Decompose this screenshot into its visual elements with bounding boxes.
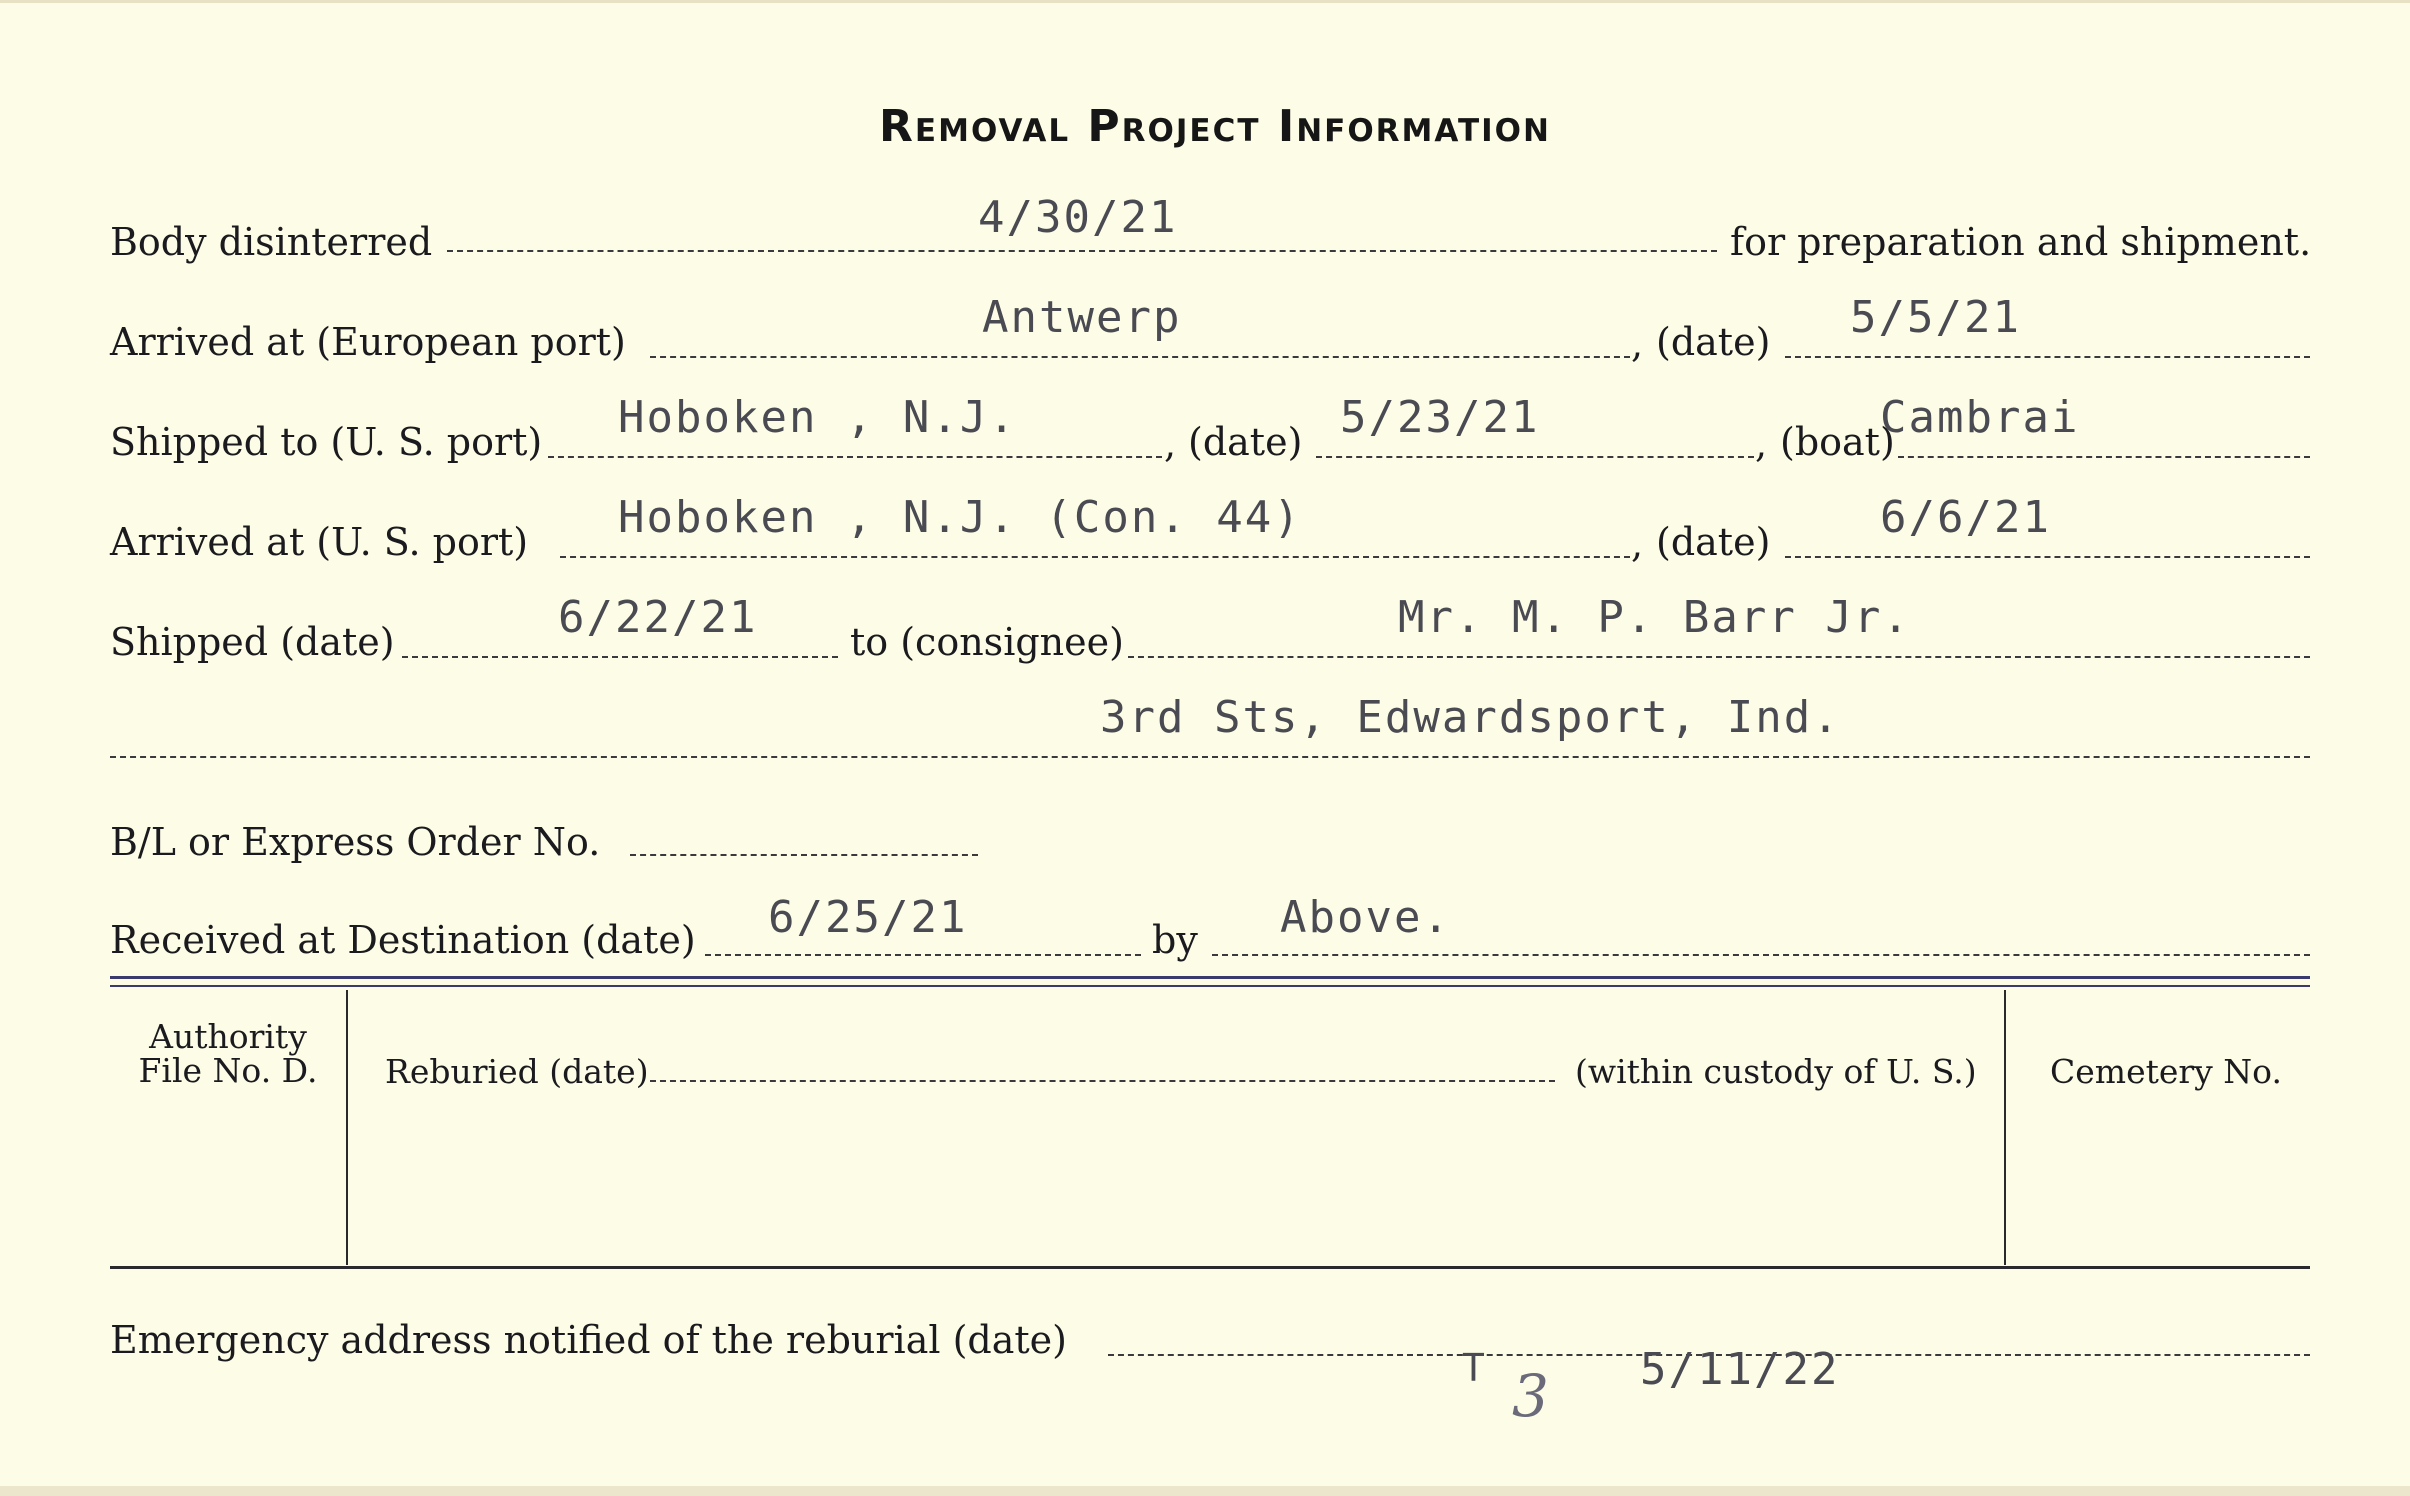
card-bottom-edge [0,1486,2410,1496]
emergency-date-value: 5/11/22 [1640,1344,1840,1395]
arrived-european-label: Arrived at (European port) [110,320,626,364]
consignee-value: Mr. M. P. Barr Jr. [1398,592,1911,643]
form-title: Removal Project Information [879,101,1551,152]
us-port-line [548,456,1162,458]
comma: , [1631,322,1644,366]
consignee-line [1128,656,2310,658]
reburied-label: Reburied (date) [385,1052,649,1091]
cemetery-no-label: Cemetery No. [2050,1052,2282,1091]
received-date-line [705,954,1141,956]
arrived-us-port-line [560,556,1630,558]
received-date-value: 6/25/21 [768,892,968,943]
received-by-value: Above. [1280,892,1451,943]
box-bottom-rule [110,1266,2310,1269]
box-divider-left [346,990,348,1265]
european-date-label: (date) [1656,320,1771,364]
reburied-date-line [650,1080,1555,1082]
shipped-date-label: (date) [1188,420,1303,464]
boat-line [1898,456,2310,458]
preparation-label: for preparation and shipment. [1730,220,2312,264]
card-top-edge [0,0,2410,3]
pencil-mark: 3 [1512,1362,1549,1430]
box-divider-right [2004,990,2006,1265]
arrived-us-date-label: (date) [1656,520,1771,564]
consignee-address-line [110,756,2310,758]
section-rule-lower [110,985,2310,987]
received-label: Received at Destination (date) [110,918,696,962]
european-date-line [1785,356,2310,358]
comma: , [1164,422,1177,466]
shipped-to-label: Shipped to (U. S. port) [110,420,543,464]
european-port-line [650,356,1630,358]
us-port-value: Hoboken , N.J. [618,392,1017,443]
shipped-date-line [1316,456,1754,458]
arrived-us-label: Arrived at (U. S. port) [110,520,529,564]
consignee-label: to (consignee) [850,620,1124,664]
shipped-out-date-value: 6/22/21 [558,592,758,643]
arrived-us-date-line [1785,556,2310,558]
shipped-date-value: 5/23/21 [1340,392,1540,443]
arrived-us-date-value: 6/6/21 [1880,492,2051,543]
disinterred-date-line [447,250,1717,252]
arrived-us-port-value: Hoboken , N.J. (Con. 44) [618,492,1302,543]
consignee-address-value: 3rd Sts, Edwardsport, Ind. [1100,692,1841,743]
emergency-label: Emergency address notified of the reburial (date) [110,1318,1067,1362]
boat-value: Cambrai [1880,392,2080,443]
bl-express-label: B/L or Express Order No. [110,820,601,864]
european-port-value: Antwerp [982,292,1182,343]
received-by-label: by [1152,918,1198,962]
authority-file-label: Authority File No. D. [138,1017,318,1090]
bl-express-line [630,854,978,856]
body-disinterred-label: Body disinterred [110,220,433,264]
shipped-out-date-label: Shipped (date) [110,620,395,664]
section-rule-upper [110,976,2310,979]
boat-label: (boat) [1780,420,1895,464]
shipped-out-date-line [402,656,838,658]
custody-label: (within custody of U. S.) [1575,1052,1977,1091]
comma: , [1631,522,1644,566]
emergency-prefix: T [1462,1346,1487,1390]
european-date-value: 5/5/21 [1850,292,2021,343]
received-by-line [1212,954,2310,956]
disinterred-date-value: 4/30/21 [978,192,1178,243]
comma: , [1755,422,1768,466]
